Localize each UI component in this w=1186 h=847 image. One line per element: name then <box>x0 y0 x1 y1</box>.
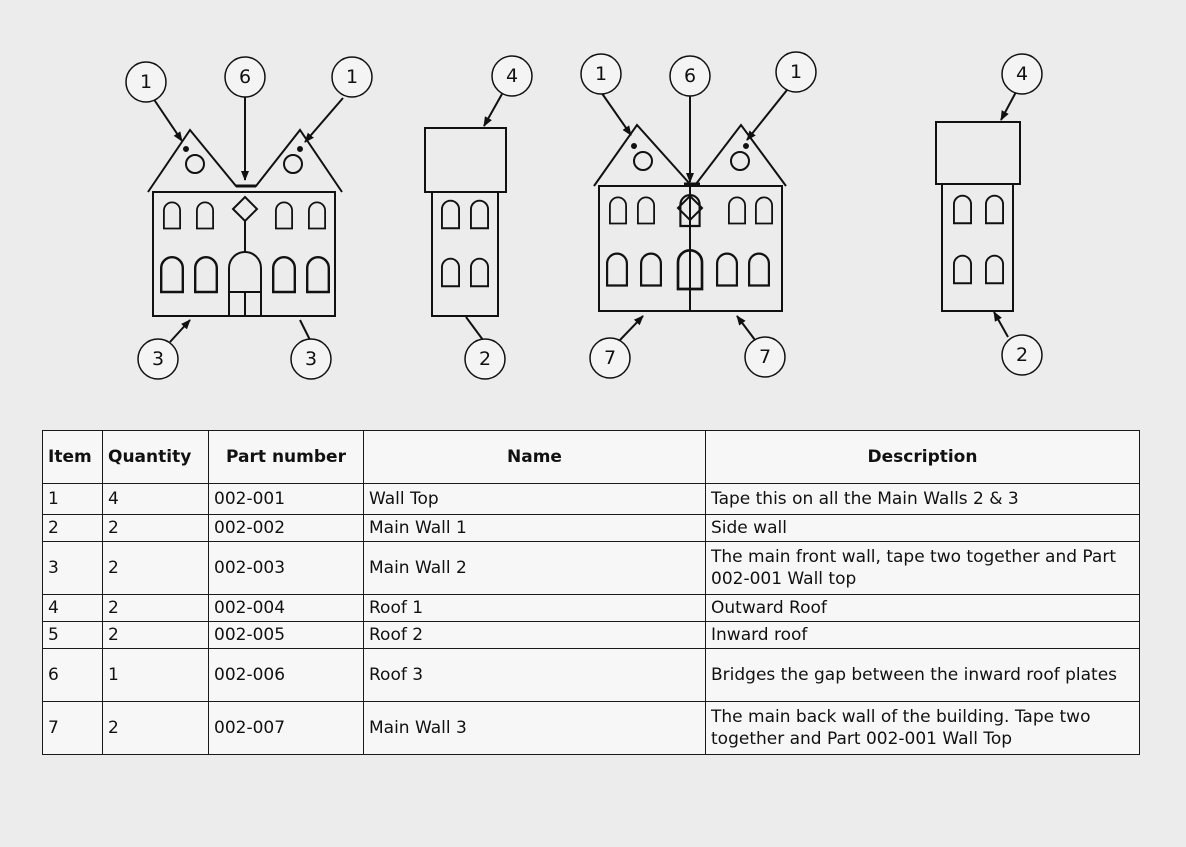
cell-quantity: 2 <box>103 702 209 755</box>
table-row <box>43 484 1140 515</box>
cell-item: 4 <box>43 595 103 622</box>
cell-part-number: 002-002 <box>209 515 364 542</box>
cell-name: Main Wall 1 <box>364 515 706 542</box>
cell-quantity: 2 <box>103 595 209 622</box>
cell-part-number: 002-003 <box>209 542 364 595</box>
callout-text: 1 <box>789 61 803 83</box>
front-view <box>148 92 343 342</box>
header-part-number: Part number <box>209 431 364 484</box>
callout-text: 4 <box>1015 63 1029 85</box>
callout-text: 2 <box>1015 344 1029 366</box>
header-name: Name <box>364 431 706 484</box>
callout-text: 1 <box>345 66 359 88</box>
callout-text: 1 <box>594 63 608 85</box>
header-description: Description <box>706 431 1140 484</box>
parts-table <box>42 430 1140 755</box>
table-row <box>43 622 1140 649</box>
cell-item: 5 <box>43 622 103 649</box>
callout-text: 7 <box>758 346 772 368</box>
cell-description: Outward Roof <box>706 595 1140 622</box>
callout-text: 6 <box>683 65 697 87</box>
callout-text: 4 <box>505 65 519 87</box>
cell-name: Roof 1 <box>364 595 706 622</box>
cell-part-number: 002-006 <box>209 649 364 702</box>
header-quantity: Quantity <box>103 431 209 484</box>
cell-name: Main Wall 2 <box>364 542 706 595</box>
cell-part-number: 002-004 <box>209 595 364 622</box>
cell-item: 7 <box>43 702 103 755</box>
table-row <box>43 649 1140 702</box>
cell-part-number: 002-007 <box>209 702 364 755</box>
cell-quantity: 2 <box>103 542 209 595</box>
side-view-2 <box>936 92 1020 337</box>
cell-description: Tape this on all the Main Walls 2 & 3 <box>706 484 1140 515</box>
header-item: Item <box>43 431 103 484</box>
cell-part-number: 002-005 <box>209 622 364 649</box>
callout-text: 1 <box>139 71 153 93</box>
table-row <box>43 595 1140 622</box>
cell-description: The main back wall of the building. Tape two together and Part 002-001 Wall Top <box>706 702 1140 755</box>
cell-item: 6 <box>43 649 103 702</box>
table-row <box>43 515 1140 542</box>
cell-name: Roof 3 <box>364 649 706 702</box>
table-row <box>43 542 1140 595</box>
cell-item: 1 <box>43 484 103 515</box>
back-view <box>0 0 787 340</box>
cell-quantity: 4 <box>103 484 209 515</box>
side-view <box>425 94 506 340</box>
callout-text: 3 <box>304 348 318 370</box>
cell-name: Main Wall 3 <box>364 702 706 755</box>
cell-item: 3 <box>43 542 103 595</box>
cell-quantity: 2 <box>103 515 209 542</box>
callout-text: 2 <box>478 348 492 370</box>
callout-text: 3 <box>151 348 165 370</box>
cell-description: Bridges the gap between the inward roof plates <box>706 649 1140 702</box>
table-row <box>43 702 1140 755</box>
callout-text: 6 <box>238 66 252 88</box>
cell-item: 2 <box>43 515 103 542</box>
callout-text: 7 <box>603 347 617 369</box>
cell-name: Roof 2 <box>364 622 706 649</box>
table-header-row <box>43 431 1140 484</box>
cell-quantity: 2 <box>103 622 209 649</box>
cell-part-number: 002-001 <box>209 484 364 515</box>
cell-description: Inward roof <box>706 622 1140 649</box>
cell-quantity: 1 <box>103 649 209 702</box>
cell-description: Side wall <box>706 515 1140 542</box>
cell-name: Wall Top <box>364 484 706 515</box>
cell-description: The main front wall, tape two together and Part 002-001 Wall top <box>706 542 1140 595</box>
